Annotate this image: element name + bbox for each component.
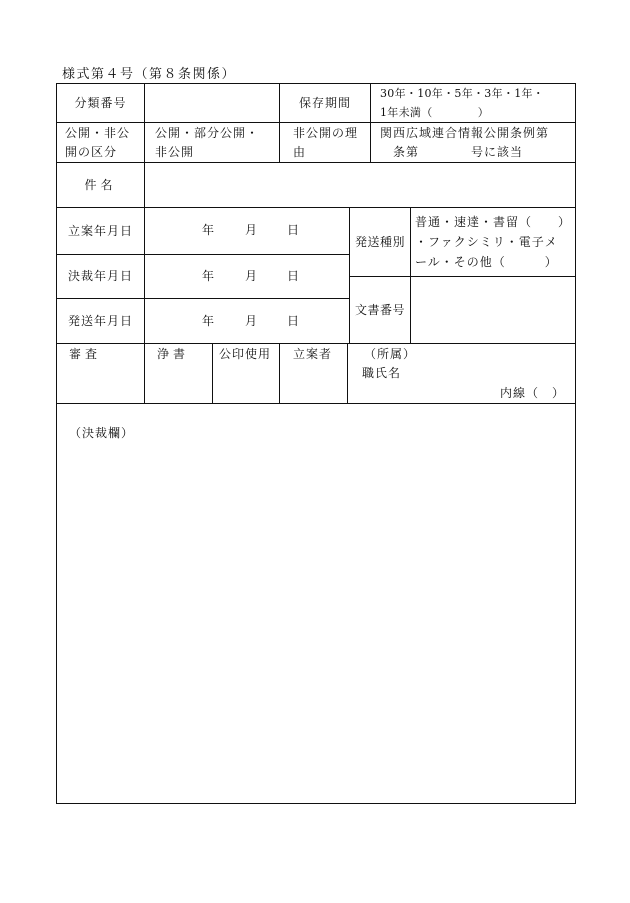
drafter-info[interactable] [348, 345, 575, 403]
extension-label: 内線（ ） [500, 386, 566, 400]
day-unit: 日 [287, 314, 301, 328]
retention-label: 保存期間 [298, 95, 351, 110]
retention-line-2: 1年未満（ ） [380, 106, 489, 119]
form-title: 様式第４号（第８条関係） [62, 67, 237, 82]
disclosure-label-line-2: 開の区分 [65, 145, 118, 159]
dispatch-date-label: 発送年月日 [67, 313, 133, 328]
shipping-type-options[interactable] [415, 212, 575, 276]
decision-area-label: （決裁欄） [69, 426, 135, 440]
shipping-line-2: ・ファクシミリ・電子メ [415, 235, 558, 249]
retention-options[interactable] [380, 84, 575, 122]
retention-line-1: 30年・10年・5年・3年・1年・ [380, 87, 545, 100]
month-unit: 月 [245, 223, 259, 237]
reason-value-line-1: 関西広域連合情報公開条例第 [380, 126, 550, 140]
classification-field[interactable] [145, 84, 279, 122]
disclosure-value-line-1: 公開・部分公開・ [155, 126, 260, 140]
disclosure-value-line-2: 非公開 [155, 145, 195, 159]
draft-date-label: 立案年月日 [67, 223, 133, 238]
document-number-field[interactable] [411, 277, 575, 343]
affiliation-label: （所属） [364, 347, 417, 361]
shipping-line-3: ール・その他（ ） [415, 255, 558, 269]
year-unit: 年 [202, 314, 216, 328]
name-label: 職氏名 [362, 366, 402, 380]
reason-value[interactable] [380, 124, 575, 162]
row-divider [57, 403, 575, 404]
decision-area[interactable] [57, 446, 575, 803]
document-form [56, 83, 576, 804]
disclosure-label [65, 124, 145, 162]
row-divider [57, 343, 575, 344]
row-divider [57, 122, 575, 123]
review-label: 審査 [69, 347, 102, 361]
disclosure-options[interactable] [155, 124, 279, 162]
day-unit: 日 [287, 269, 301, 283]
reason-label [293, 124, 371, 162]
subject-label: 件名 [84, 177, 117, 192]
seal-use-label: 公印使用 [219, 347, 272, 361]
reason-value-line-2: 条第 号に該当 [380, 145, 524, 159]
month-unit: 月 [245, 269, 259, 283]
column-divider [279, 343, 280, 403]
document-number-label: 文書番号 [354, 302, 405, 317]
disclosure-label-line-1: 公開・非公 [65, 126, 131, 140]
decision-date-field[interactable] [145, 255, 349, 298]
shipping-type-label: 発送種別 [354, 234, 405, 249]
dispatch-date-field[interactable] [145, 299, 349, 343]
reason-label-line-1: 非公開の理 [293, 126, 359, 140]
day-unit: 日 [287, 223, 301, 237]
month-unit: 月 [245, 314, 259, 328]
decision-date-label: 決裁年月日 [67, 269, 133, 283]
draft-date-field[interactable] [145, 208, 349, 254]
reason-label-line-2: 由 [293, 145, 307, 159]
drafter-label: 立案者 [293, 347, 333, 361]
column-divider [212, 343, 213, 403]
year-unit: 年 [202, 223, 216, 237]
shipping-line-1: 普通・速達・書留（ ） [415, 215, 572, 229]
subject-field[interactable] [145, 163, 575, 207]
fair-copy-label: 浄書 [157, 347, 190, 361]
classification-label: 分類番号 [74, 95, 127, 110]
year-unit: 年 [202, 269, 216, 283]
